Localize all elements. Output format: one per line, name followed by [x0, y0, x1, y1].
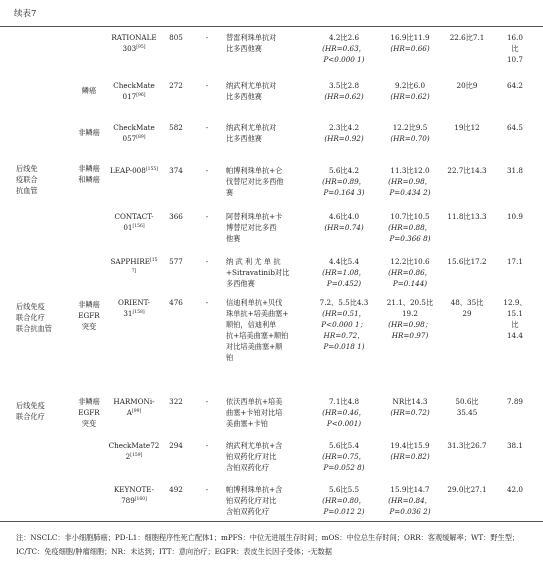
sample-size-cell — [162, 484, 190, 495]
orr-line: 50.6比 — [455, 397, 479, 406]
dor-line: 64.2 — [506, 81, 523, 90]
trial-cell — [108, 440, 160, 462]
mpfs-cell — [310, 80, 378, 102]
subgroup-line: EGFR — [78, 408, 100, 417]
sample-size-cell — [162, 211, 190, 222]
mpfs-line: 4.2比2.6 — [328, 33, 360, 42]
orr-cell — [441, 211, 493, 222]
mpfs-line: 2.3比4.2 — [328, 123, 360, 132]
top-rule — [0, 26, 543, 27]
trial-cell — [108, 211, 160, 233]
category-line: 后线免疫 — [16, 302, 45, 311]
mos-cell — [378, 256, 442, 289]
sample-size: 577 — [169, 257, 183, 266]
treatment-arms-line: 铂双药化疗对比 — [226, 496, 277, 505]
trial-name: SAPPHIRE — [110, 257, 151, 266]
reference-superscript: [156] — [132, 224, 145, 229]
subgroup-line: EGFR — [78, 311, 100, 320]
reference-superscript: [99] — [131, 409, 142, 414]
orr-line: 48、35比 — [450, 298, 484, 307]
trial-name: 057 — [122, 134, 137, 143]
mpfs-line: P=0.018 1) — [323, 342, 365, 351]
trial-name: 789 — [121, 496, 135, 505]
mpfs-line: (HR=0.62) — [324, 92, 364, 101]
treatment-arms-line: 对比培美曲塞+顺 — [226, 342, 283, 351]
mpfs-line: P<0.000 1； — [321, 320, 367, 329]
mos-line: 21.1、20.5比 — [386, 298, 434, 307]
mos-cell — [378, 80, 442, 102]
dor-line: 17.1 — [506, 257, 523, 266]
reference-superscript: [15 — [150, 258, 158, 263]
mpfs-line: (HR=0.89， — [322, 177, 366, 186]
category-line: 联合化疗 — [16, 313, 45, 322]
category-line: 联合抗血管 — [16, 324, 52, 333]
subgroup-line: 和鳞癌 — [78, 175, 100, 184]
category-cell — [16, 400, 68, 422]
mpfs-cell — [310, 256, 378, 289]
dor-cell — [492, 440, 538, 451]
treatment-arms-line: 替雷利珠单抗对 — [226, 33, 277, 42]
treatment-arms-cell — [226, 297, 306, 363]
treatment-arms-line: 珠单抗+培美曲塞+ — [226, 309, 289, 318]
bottom-rule — [0, 521, 543, 522]
trial-cell — [108, 256, 160, 278]
treatment-arms-line: 博替尼对比多西 — [226, 223, 277, 232]
treatment-arms-line: 帕博利珠单抗+含 — [226, 485, 283, 494]
trial-name-line — [108, 91, 160, 102]
sample-size-cell — [162, 122, 190, 133]
mos-cell — [378, 484, 442, 517]
treatment-arms-line: 比多西他赛 — [226, 134, 262, 143]
trial-cell — [108, 484, 160, 506]
trial-name-line — [108, 256, 160, 267]
trial-name-line — [108, 440, 160, 451]
treatment-arms-cell — [226, 165, 306, 198]
treatment-arms-line: 顺铂，信迪利单 — [226, 320, 277, 329]
trial-name: RATIONALE — [111, 33, 157, 42]
mpfs-line: (HR=0.75， — [322, 452, 366, 461]
trial-name-line — [108, 267, 160, 278]
sample-size: 492 — [169, 485, 183, 494]
dor-line: 64.5 — [506, 123, 523, 132]
category-cell — [16, 301, 68, 334]
sample-size: 582 — [169, 123, 183, 132]
trial-name-line — [108, 484, 160, 495]
mpfs-cell — [310, 396, 378, 429]
mos-line: (HR=0.72) — [390, 408, 430, 417]
mpfs-cell — [310, 32, 378, 65]
pdl1-cell — [200, 396, 214, 407]
dor-line: 10.7 — [506, 55, 523, 64]
trial-name: HARMONi- — [113, 397, 155, 406]
mos-line: P=0.144) — [392, 279, 428, 288]
mpfs-line: P=0.164 3) — [323, 188, 365, 197]
pdl1-cell — [200, 256, 214, 267]
mos-cell — [378, 211, 442, 244]
subgroup-cell — [70, 396, 108, 429]
reference-superscript: [159] — [130, 453, 143, 458]
mpfs-line: 5.6比5.5 — [328, 485, 360, 494]
trial-name: 2 — [125, 452, 131, 461]
category-line: 疫联合 — [16, 175, 38, 184]
mos-line: (HR=0.62) — [390, 92, 430, 101]
mos-cell — [378, 297, 442, 341]
continued-label: 续表7 — [14, 9, 37, 19]
treatment-arms-cell — [226, 484, 306, 517]
trial-name: 303 — [122, 44, 137, 53]
treatment-arms-cell — [226, 32, 306, 54]
dor-cell — [492, 396, 538, 407]
dor-line: 38.1 — [506, 441, 523, 450]
dor-cell — [492, 32, 538, 65]
orr-cell — [441, 297, 493, 319]
orr-line: 29 — [462, 309, 472, 318]
mos-line: P=0.366 8) — [389, 234, 431, 243]
trial-name-line — [108, 308, 160, 319]
trial-cell — [108, 396, 160, 418]
sample-size: 805 — [169, 33, 183, 42]
mpfs-line: 4.6比4.0 — [328, 212, 360, 221]
subgroup-line: 非鳞癌 — [78, 397, 100, 406]
trial-name: CONTACT- — [114, 212, 154, 221]
mpfs-line: 7.1比4.8 — [328, 397, 360, 406]
mpfs-line: 7.2、5.5比4.3 — [319, 298, 369, 307]
mpfs-line: HR=0.72， — [323, 331, 365, 340]
trial-name-line — [108, 122, 160, 133]
trial-cell — [108, 297, 160, 319]
orr-cell — [441, 32, 493, 43]
sample-size-cell — [162, 256, 190, 267]
mos-line: HR=0.97) — [391, 331, 429, 340]
mpfs-cell — [310, 440, 378, 473]
treatment-arms-line: 信迪利单抗+贝伐 — [226, 298, 283, 307]
trial-name: 31 — [123, 309, 133, 318]
category-line: 联合化疗 — [16, 412, 45, 421]
pdl1-value: - — [205, 166, 209, 175]
pdl1-value: - — [205, 123, 209, 132]
orr-line: 15.6比17.2 — [447, 257, 487, 266]
dor-line: 10.9 — [506, 212, 523, 221]
trial-name: 01 — [123, 223, 133, 232]
mpfs-cell — [310, 484, 378, 517]
mos-line: 12.2比10.6 — [390, 257, 430, 266]
mpfs-line: P<0.000 1) — [323, 55, 365, 64]
dor-cell — [492, 256, 538, 267]
pdl1-cell — [200, 122, 214, 133]
pdl1-cell — [200, 484, 214, 495]
treatment-arms-cell — [226, 80, 306, 102]
trial-name-line — [108, 407, 160, 418]
reference-superscript: [158] — [132, 310, 145, 315]
dor-line: 7.89 — [506, 397, 523, 406]
treatment-arms-cell — [226, 256, 306, 289]
mos-line: (HR=0.70) — [390, 134, 430, 143]
orr-line: 22.7比14.3 — [447, 166, 487, 175]
mos-line: (HR=0.82) — [390, 452, 430, 461]
mos-line: 19.4比15.9 — [390, 441, 430, 450]
trial-name-line — [108, 222, 160, 233]
mpfs-line: P<0.001) — [326, 419, 362, 428]
mpfs-line: (HR=0.80， — [322, 496, 366, 505]
treatment-arms-line: 含铂双药化疗 — [226, 463, 270, 472]
dor-line: 42.0 — [506, 485, 523, 494]
trial-name-line — [108, 43, 160, 54]
dor-line: 14.4 — [506, 331, 523, 340]
trial-name: CheckMate — [113, 81, 155, 90]
category-line: 后线免疫 — [16, 401, 45, 410]
sample-size: 322 — [169, 397, 183, 406]
pdl1-cell — [200, 211, 214, 222]
mos-line: (HR=0.66) — [390, 44, 430, 53]
treatment-arms-line: 含铂双药化疗 — [226, 507, 270, 516]
mos-cell — [378, 32, 442, 54]
mpfs-line: 4.4比5.4 — [328, 257, 360, 266]
mos-line: (HR=0.84， — [388, 496, 432, 505]
sample-size: 476 — [169, 298, 183, 307]
reference-superscript: 7] — [131, 269, 137, 274]
mpfs-cell — [310, 165, 378, 198]
pdl1-cell — [200, 297, 214, 308]
treatment-arms-line: 铂 — [226, 353, 234, 362]
dor-line: 12.9、 — [503, 298, 527, 307]
sample-size-cell — [162, 440, 190, 451]
mos-line: 9.2比6.0 — [394, 81, 426, 90]
mpfs-line: 3.5比2.8 — [328, 81, 360, 90]
orr-line: 35.45 — [456, 408, 478, 417]
subgroup-cell — [70, 85, 108, 96]
sample-size: 294 — [169, 441, 183, 450]
reference-superscript: [89] — [136, 135, 146, 140]
orr-cell — [441, 484, 493, 495]
trial-name-line — [108, 297, 160, 308]
dor-line: 16.0 — [506, 33, 523, 42]
reference-superscript: [95] — [136, 45, 146, 50]
mpfs-line: P=0.452) — [326, 279, 362, 288]
mos-line: P=0.434 2) — [389, 188, 431, 197]
subgroup-cell — [70, 127, 108, 138]
mos-cell — [378, 396, 442, 418]
mos-line: 16.9比11.9 — [390, 33, 430, 42]
pdl1-value: - — [205, 81, 209, 90]
subgroup-line: 非鳞癌 — [78, 300, 100, 309]
reference-superscript: [96] — [136, 93, 146, 98]
reference-superscript: [160] — [134, 497, 147, 502]
orr-cell — [441, 256, 493, 267]
pdl1-value: - — [205, 397, 209, 406]
subgroup-cell — [70, 299, 108, 332]
mos-cell — [378, 440, 442, 462]
treatment-arms-line: 帕博利珠单抗+仑 — [226, 166, 283, 175]
category-line: 后线免 — [16, 164, 38, 173]
treatment-arms-line: +Sitravatinib对比 — [226, 268, 290, 277]
dor-cell — [492, 165, 538, 176]
orr-cell — [441, 396, 493, 418]
trial-name-line — [108, 165, 160, 176]
mpfs-line: (HR=0.92) — [324, 134, 364, 143]
treatment-arms-cell — [226, 396, 306, 429]
sample-size-cell — [162, 165, 190, 176]
sample-size: 366 — [169, 212, 183, 221]
sample-size-cell — [162, 80, 190, 91]
mos-line: (HR=0.98； — [388, 320, 432, 329]
dor-cell — [492, 297, 538, 341]
orr-cell — [441, 440, 493, 451]
subgroup-line: 突变 — [81, 419, 97, 428]
orr-cell — [441, 122, 493, 133]
trial-cell — [108, 165, 160, 176]
treatment-arms-line: 他赛 — [226, 234, 241, 243]
sample-size: 272 — [169, 81, 183, 90]
mos-line: P=0.036 2) — [389, 507, 431, 516]
mpfs-line: P=0.012 2) — [323, 507, 365, 516]
treatment-arms-line: 纳武利尤单抗对 — [226, 81, 277, 90]
mpfs-line: (HR=1.08， — [322, 268, 366, 277]
trial-name-line — [108, 133, 160, 144]
trial-name: CheckMate72 — [108, 441, 160, 450]
sample-size-cell — [162, 32, 190, 43]
dor-cell — [492, 211, 538, 222]
dor-cell — [492, 80, 538, 91]
pdl1-cell — [200, 440, 214, 451]
subgroup-line: 非鳞癌 — [78, 164, 100, 173]
trial-name: CheckMate — [113, 123, 155, 132]
trial-cell — [108, 122, 160, 144]
pdl1-value: - — [205, 441, 209, 450]
orr-line: 19比12 — [454, 123, 480, 132]
treatment-arms-line: 纳 武 利 尤 单 抗 — [226, 257, 281, 266]
mos-line: (HR=0.86， — [388, 268, 432, 277]
trial-name-line — [108, 495, 160, 506]
sample-size-cell — [162, 396, 190, 407]
trial-name: A — [126, 408, 132, 417]
orr-line: 11.8比13.3 — [447, 212, 487, 221]
trial-name-line — [108, 80, 160, 91]
treatment-arms-line: 纳武利尤单抗+含 — [226, 441, 283, 450]
mos-line: NR比14.3 — [392, 397, 428, 406]
trial-name-line — [108, 211, 160, 222]
sample-size-cell — [162, 297, 190, 308]
orr-line: 31.3比26.7 — [447, 441, 487, 450]
subgroup-line: 鳞癌 — [81, 86, 97, 95]
treatment-arms-cell — [226, 211, 306, 244]
mpfs-line: (HR=0.51， — [322, 309, 366, 318]
orr-line: 22.6比7.1 — [449, 33, 485, 42]
category-line: 抗血管 — [16, 186, 38, 195]
treatment-arms-line: 依沃西单抗+培美 — [226, 397, 283, 406]
trial-name: 017 — [122, 92, 137, 101]
sample-size: 374 — [169, 166, 183, 175]
trial-name: ORIENT- — [118, 298, 150, 307]
treatment-arms-line: 比多西他赛 — [226, 92, 262, 101]
trial-name: KEYNOTE- — [113, 485, 155, 494]
dor-line: 比 — [511, 320, 519, 329]
treatment-arms-cell — [226, 122, 306, 144]
treatment-arms-line: 比多西他赛 — [226, 44, 262, 53]
subgroup-cell — [70, 163, 108, 185]
trial-name-line — [108, 396, 160, 407]
mpfs-cell — [310, 122, 378, 144]
orr-cell — [441, 80, 493, 91]
dor-cell — [492, 122, 538, 133]
mpfs-line: P=0.052 8) — [323, 463, 365, 472]
mos-line: (HR=0.88， — [388, 223, 432, 232]
treatment-arms-line: 阿替利珠单抗+卡 — [226, 212, 283, 221]
dor-cell — [492, 484, 538, 495]
treatment-arms-line: 铂双药化疗对比 — [226, 452, 277, 461]
table-note: 注：NSCLC：非小细胞肺癌；PD-L1：细胞程序性死亡配体1；mPFS：中位无进展生存时间；mOS：中位总生存时间；ORR：客观缓解率；WT：野生型；IC/TC：免疫细胞/肿瘤细胞；NR：未达到；ITT：意向治疗；EGFR：表皮生长因子受体；-无数据 — [16, 533, 520, 556]
mpfs-cell — [310, 297, 378, 352]
mos-line: (HR=0.98， — [388, 177, 432, 186]
mos-line: 10.7比10.5 — [390, 212, 430, 221]
pdl1-value: - — [205, 485, 209, 494]
treatment-arms-cell — [226, 440, 306, 473]
treatment-arms-line: 抗+培美曲塞+顺铂 — [226, 331, 289, 340]
mpfs-line: 5.6比4.2 — [328, 166, 360, 175]
subgroup-line: 非鳞癌 — [78, 128, 100, 137]
trial-name: LEAP-008 — [110, 166, 146, 175]
mpfs-line: (HR=0.63， — [322, 44, 366, 53]
mpfs-line: (HR=0.74) — [324, 223, 364, 232]
treatment-arms-line: 伐替尼对比多西他 — [226, 177, 284, 186]
treatment-arms-line: 多西他赛 — [226, 279, 255, 288]
dor-line: 31.8 — [506, 166, 523, 175]
mos-line: 19.2 — [401, 309, 418, 318]
pdl1-cell — [200, 165, 214, 176]
treatment-arms-line: 美曲塞+卡铂 — [226, 419, 268, 428]
dor-line: 15.1 — [506, 309, 523, 318]
trial-name-line — [108, 451, 160, 462]
mpfs-cell — [310, 211, 378, 233]
treatment-arms-line: 赛 — [226, 188, 234, 197]
trial-cell — [108, 80, 160, 102]
trial-cell — [108, 32, 160, 54]
pdl1-value: - — [205, 257, 209, 266]
trial-name-line — [108, 32, 160, 43]
mos-cell — [378, 165, 442, 198]
mos-line: 11.3比12.0 — [390, 166, 430, 175]
pdl1-value: - — [205, 33, 209, 42]
pdl1-value: - — [205, 212, 209, 221]
orr-cell — [441, 165, 493, 176]
orr-line: 29.0比27.1 — [447, 485, 487, 494]
pdl1-cell — [200, 80, 214, 91]
pdl1-cell — [200, 32, 214, 43]
mos-cell — [378, 122, 442, 144]
mpfs-line: 5.6比5.4 — [328, 441, 360, 450]
treatment-arms-line: 纳武利尤单抗对 — [226, 123, 277, 132]
mpfs-line: (HR=0.46， — [322, 408, 366, 417]
category-cell — [16, 163, 68, 196]
pdl1-value: - — [205, 298, 209, 307]
mos-line: 15.9比14.7 — [390, 485, 430, 494]
treatment-arms-line: 曲塞+卡铂对比培 — [226, 408, 283, 417]
dor-line: 比 — [511, 44, 519, 53]
reference-superscript: [155] — [145, 167, 158, 172]
subgroup-line: 突变 — [81, 322, 97, 331]
mos-line: 12.2比9.5 — [392, 123, 428, 132]
orr-line: 20比9 — [456, 81, 478, 90]
